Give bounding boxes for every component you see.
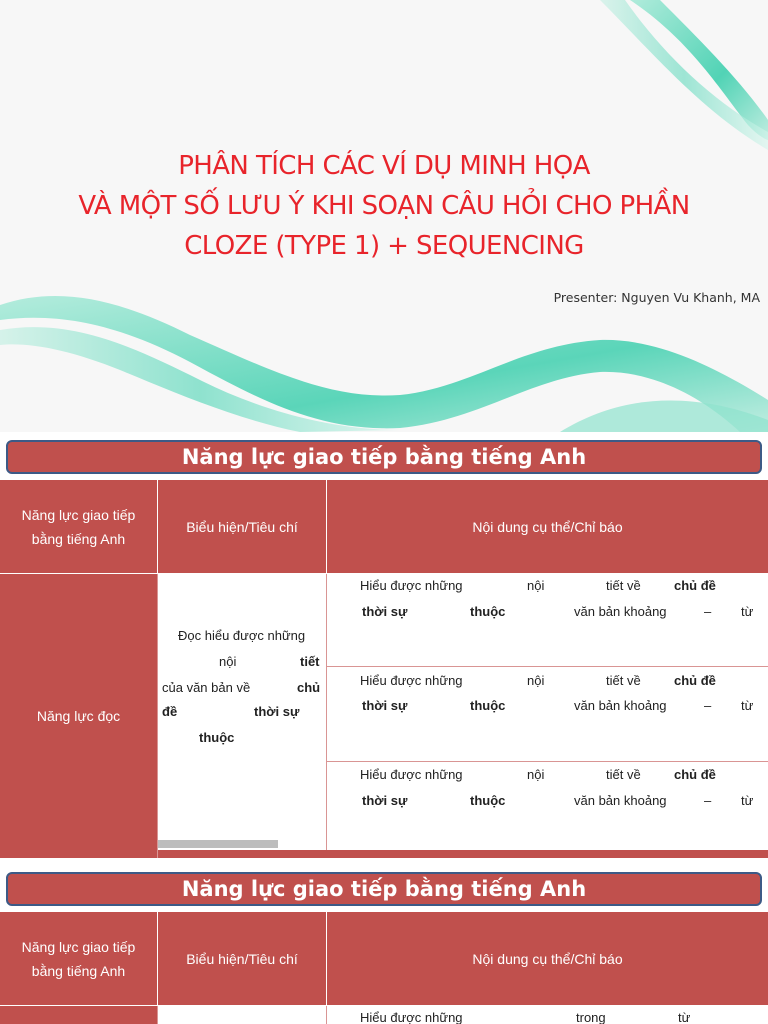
indicator-text: nội: [527, 767, 545, 782]
row-label-reading: Năng lực đọc: [0, 574, 157, 858]
indicator-text: chủ đề: [674, 673, 716, 688]
header-competency: Năng lực giao tiếp bằng tiếng Anh: [0, 480, 157, 573]
indicator-text: văn bản khoảng: [574, 604, 667, 619]
indicator-text: thuộc: [470, 604, 506, 619]
indicator-text: tiết về: [606, 767, 641, 782]
indicator-text: từ: [741, 793, 754, 808]
slide-gap: [0, 858, 768, 866]
indicator-text: chủ đề: [674, 578, 716, 593]
header-competency: Năng lực giao tiếp bằng tiếng Anh: [0, 912, 157, 1005]
indicator-text: Hiểu được những: [360, 767, 463, 782]
header-criteria: Biểu hiện/Tiêu chí: [158, 912, 326, 1005]
indicator-text: –: [704, 698, 712, 713]
table-slide-1: [0, 432, 768, 858]
indicator-text: thời sự: [362, 604, 408, 619]
header-indicators: Nội dung cụ thể/Chỉ báo: [327, 912, 768, 1005]
header-indicators: Nội dung cụ thể/Chỉ báo: [327, 480, 768, 573]
indicator-text: thời sự: [362, 698, 408, 713]
indicator-text: chủ đề: [674, 767, 716, 782]
cell-border: [327, 666, 768, 667]
indicator-text: tiết về: [606, 673, 641, 688]
indicator-text: Hiểu được những: [360, 673, 463, 688]
presenter-credit: Presenter: Nguyen Vu Khanh, MA: [553, 290, 760, 305]
title-line-2: VÀ MỘT SỐ LƯU Ý KHI SOẠN CÂU HỎI CHO PHẦN: [78, 191, 690, 221]
table-slide-2: [0, 866, 768, 1024]
header-criteria: Biểu hiện/Tiêu chí: [158, 480, 326, 573]
criteria-text: tiết: [300, 654, 320, 669]
slide-banner: Năng lực giao tiếp bằng tiếng Anh: [6, 440, 762, 474]
indicator-text: Hiểu được những: [360, 1010, 463, 1024]
indicator-text: từ: [741, 604, 754, 619]
row-label-partial: [0, 1006, 157, 1024]
criteria-text: của văn bản về: [162, 680, 251, 695]
criteria-text: đề: [162, 704, 178, 719]
scroll-artifact: [158, 840, 278, 848]
criteria-text: Đọc hiểu được những: [178, 628, 306, 643]
title-line-1: PHÂN TÍCH CÁC VÍ DỤ MINH HỌA: [178, 151, 590, 181]
indicator-text: nội: [527, 578, 545, 593]
title-line-3: CLOZE (TYPE 1) + SEQUENCING: [184, 231, 584, 261]
indicator-text: văn bản khoảng: [574, 793, 667, 808]
indicator-text: thuộc: [470, 698, 506, 713]
indicator-text: từ: [678, 1010, 691, 1024]
cell-border: [157, 574, 158, 858]
indicator-text: từ: [741, 698, 754, 713]
criteria-text: thời sự: [254, 704, 300, 719]
indicator-text: nội: [527, 673, 545, 688]
cell-border: [326, 574, 327, 858]
cell-border-bottom: [158, 850, 768, 858]
criteria-text: nội: [219, 654, 237, 669]
indicator-text: –: [704, 604, 712, 619]
criteria-text: thuộc: [199, 730, 235, 745]
cell-border: [326, 1006, 327, 1024]
criteria-text: chủ: [297, 680, 321, 695]
slide-title: [0, 146, 768, 266]
cell-border: [157, 1006, 158, 1024]
indicator-text: thuộc: [470, 793, 506, 808]
slide-banner: Năng lực giao tiếp bằng tiếng Anh: [6, 872, 762, 906]
indicator-text: –: [704, 793, 712, 808]
title-slide: [0, 0, 768, 432]
indicator-text: Hiểu được những: [360, 578, 463, 593]
indicator-text: văn bản khoảng: [574, 698, 667, 713]
indicator-text: tiết về: [606, 578, 641, 593]
cell-border: [327, 761, 768, 762]
indicator-text: trong: [576, 1010, 606, 1024]
indicator-text: thời sự: [362, 793, 408, 808]
